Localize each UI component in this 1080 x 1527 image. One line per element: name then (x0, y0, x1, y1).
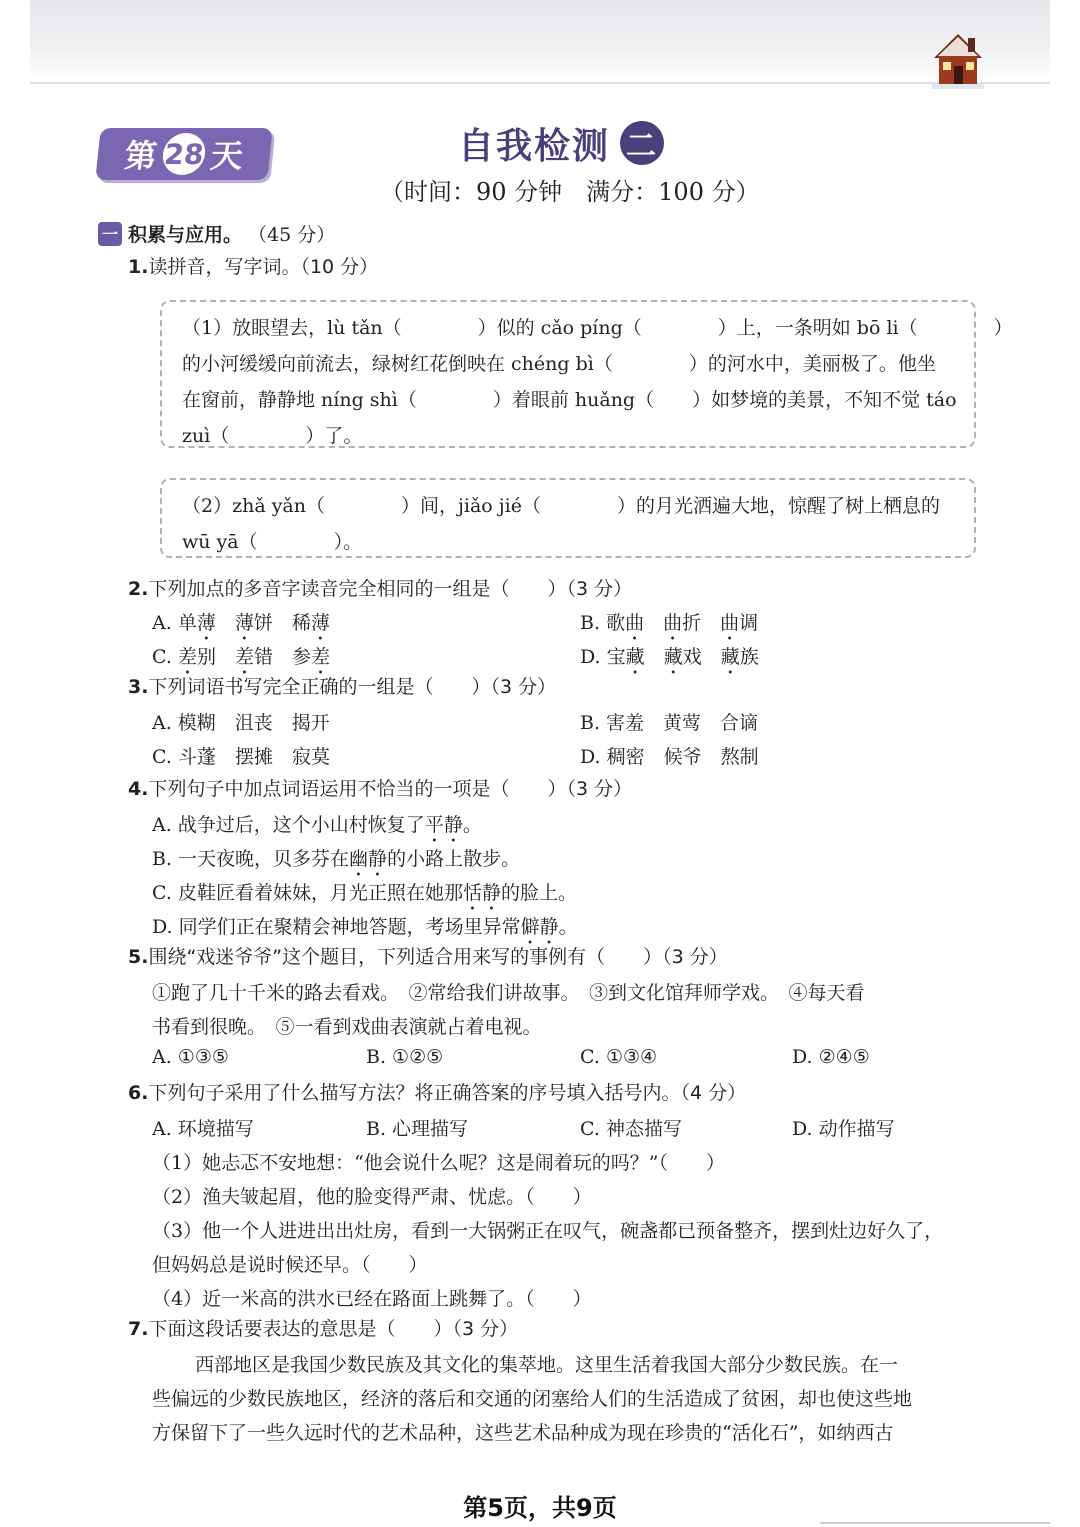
dotted-word: 平静 (424, 814, 463, 836)
question-text: 下面这段话要表达的意思是（ ）（3 分） (148, 1318, 519, 1340)
dotted-char: 薄 (196, 612, 216, 634)
pinyin-line: 在窗前，静静地 níng shì（ ）着眼前 huǎng（ ）如梦境的美景，不知不觉 táo (182, 389, 957, 411)
dotted-char: 曲 (625, 612, 645, 634)
question-1 (128, 254, 378, 280)
dotted-word: 幽静 (349, 848, 388, 870)
question-number: 6. (128, 1082, 149, 1104)
dotted-word: 僻静 (520, 916, 559, 938)
question-number: 2. (128, 578, 149, 600)
pinyin-box-2 (160, 478, 976, 558)
char: 宝 (606, 646, 626, 668)
dotted-char: 藏 (663, 646, 683, 668)
title-text: 自我检测 (458, 125, 611, 167)
option-c (152, 878, 577, 915)
char: 单 (177, 612, 197, 634)
option-d: D. 动作描写 (792, 1118, 895, 1140)
question-4 (128, 776, 632, 802)
option-letter: B. (580, 612, 601, 634)
option-c: C. ①③④ (580, 1046, 658, 1068)
day-badge (95, 128, 272, 180)
question-text: 下列句子中加点词语运用不恰当的一项是（ ）（3 分） (148, 778, 633, 800)
page-number: 第5页，共9页 (463, 1494, 617, 1522)
dotted-char: 藏 (625, 646, 645, 668)
pinyin-line: （1）放眼望去，lù tǎn（ ）似的 cǎo píng（ ）上，一条明如 bō li（ ） (182, 317, 1013, 339)
question-number: 4. (128, 778, 149, 800)
passage-line: 些偏远的少数民族地区，经济的落后和交通的闭塞给人们的生活造成了贫困，却也使这些地 (152, 1388, 913, 1410)
question-number: 3. (128, 676, 149, 698)
char: 折 (682, 612, 702, 634)
dotted-word: 恬静 (462, 882, 501, 904)
sentence-4: （4）近一米高的洪水已经在路面上跳舞了。（ ） (152, 1288, 592, 1310)
question-text: 下列词语书写完全正确的一组是（ ）（3 分） (148, 676, 557, 698)
section-points: （45 分） (248, 224, 336, 246)
exam-info: （时间：90 分钟 满分：100 分） (380, 178, 760, 206)
char: 饼 (253, 612, 273, 634)
section-marker: 一 (98, 222, 122, 246)
dotted-char: 差 (311, 646, 331, 668)
title-circle: 二 (620, 121, 664, 165)
sentence: B. 一天夜晚，贝多芬在 (152, 848, 350, 870)
option-b: B. 害羞 黄莺 合谪 (580, 712, 759, 734)
day-label-post: 天 (208, 137, 245, 175)
question-2 (128, 576, 632, 602)
char: 族 (739, 646, 759, 668)
section-heading (98, 220, 335, 247)
option-letter: A. (152, 612, 172, 634)
question-text: 下列句子采用了什么描写方法？将正确答案的序号填入括号内。（4 分） (148, 1082, 747, 1104)
sentence: 。 (462, 814, 482, 836)
option-letter: D. (580, 646, 601, 668)
dotted-char: 曲 (663, 612, 683, 634)
char: 错 (254, 646, 274, 668)
sentence: 的脸上。 (500, 882, 577, 904)
section-title: 积累与应用。 (128, 224, 243, 246)
question-7 (128, 1316, 518, 1342)
event-list-line: ①跑了几十千米的路去看戏。 ②常给我们讲故事。 ③到文化馆拜师学戏。 ④每天看 (152, 982, 865, 1004)
dotted-char: 差 (177, 646, 197, 668)
option-d: D. ②④⑤ (792, 1046, 870, 1068)
sentence: 。 (558, 916, 578, 938)
pinyin-line: （2）zhǎ yǎn（ ）间，jiǎo jié（ ）的月光洒遍大地，惊醒了树上栖息的 (182, 495, 940, 517)
question-number: 1. (128, 256, 149, 278)
dotted-char: 藏 (720, 646, 740, 668)
question-5 (128, 944, 728, 970)
option-b: B. 心理描写 (366, 1118, 469, 1140)
sentence-2: （2）渔夫皱起眉，他的脸变得严肃、忧虑。（ ） (152, 1186, 592, 1208)
question-text: 下列加点的多音字读音完全相同的一组是（ ）（3 分） (148, 578, 633, 600)
option-b: B. ①②⑤ (366, 1046, 444, 1068)
passage-line: 方保留下了一些久远时代的艺术品种，这些艺术品种成为现在珍贵的“活化石”，如纳西古 (152, 1422, 894, 1444)
question-number: 7. (128, 1318, 149, 1340)
question-text: 围绕“戏迷爷爷”这个题目，下列适合用来写的事例有（ ）（3 分） (148, 946, 728, 968)
header-band (30, 0, 1050, 84)
option-b (580, 608, 758, 645)
option-c: C. 斗蓬 摆摊 寂莫 (152, 746, 330, 768)
dotted-char: 差 (235, 646, 255, 668)
footer-rule (820, 1522, 1050, 1524)
day-label-pre: 第 (122, 137, 159, 175)
option-d: D. 稠密 候爷 熬制 (580, 746, 759, 768)
sentence: 的小路上散步。 (387, 848, 521, 870)
char: 歌 (606, 612, 626, 634)
dotted-char: 曲 (720, 612, 740, 634)
option-d (580, 642, 759, 679)
option-a (152, 608, 330, 645)
pinyin-line: wū yā（ ）。 (182, 531, 363, 553)
dotted-char: 薄 (234, 612, 254, 634)
sentence: D. 同学们正在聚精会神地答题，考场里异常 (152, 916, 521, 938)
option-b (152, 844, 520, 881)
char: 调 (739, 612, 759, 634)
option-c: C. 神态描写 (580, 1118, 682, 1140)
question-text: 读拼音，写字词。（10 分） (148, 256, 379, 278)
char: 稀 (291, 612, 311, 634)
sentence: C. 皮鞋匠看着妹妹，月光正照在她那 (152, 882, 463, 904)
pinyin-box-1 (160, 300, 1013, 448)
event-list-line: 书看到很晚。 ⑤一看到戏曲表演就占着电视。 (152, 1016, 542, 1038)
house-icon (930, 28, 986, 92)
char: 别 (196, 646, 216, 668)
option-a (152, 810, 482, 847)
dotted-char: 薄 (310, 612, 330, 634)
option-a: A. 环境描写 (152, 1118, 254, 1140)
question-6 (128, 1080, 746, 1106)
day-number: 28 (161, 133, 207, 175)
sentence-3-cont: 但妈妈总是说时候还早。（ ） (152, 1254, 428, 1276)
question-3 (128, 674, 556, 700)
option-a: A. 模糊 沮丧 揭开 (152, 712, 330, 734)
sentence-1: （1）她忐忑不安地想：“他会说什么呢？这是闹着玩的吗？”（ ） (152, 1152, 726, 1174)
pinyin-line: zuì（ ）了。 (182, 425, 363, 447)
question-number: 5. (128, 946, 149, 968)
option-a: A. ①③⑤ (152, 1046, 229, 1068)
sentence: A. 战争过后，这个小山村恢复了 (152, 814, 425, 836)
sentence-3: （3）他一个人进进出出灶房，看到一大锅粥正在叹气，碗盏都已预备整齐，摆到灶边好久了， (152, 1220, 944, 1242)
passage-line: 西部地区是我国少数民族及其文化的集萃地。这里生活着我国大部分少数民族。在一 (195, 1354, 899, 1376)
option-letter: C. (152, 646, 172, 668)
pinyin-line: 的小河缓缓向前流去，绿树红花倒映在 chéng bì（ ）的河水中，美丽极了。他坐 (182, 353, 936, 375)
char: 戏 (682, 646, 702, 668)
page-title (458, 118, 664, 168)
char: 参 (292, 646, 312, 668)
